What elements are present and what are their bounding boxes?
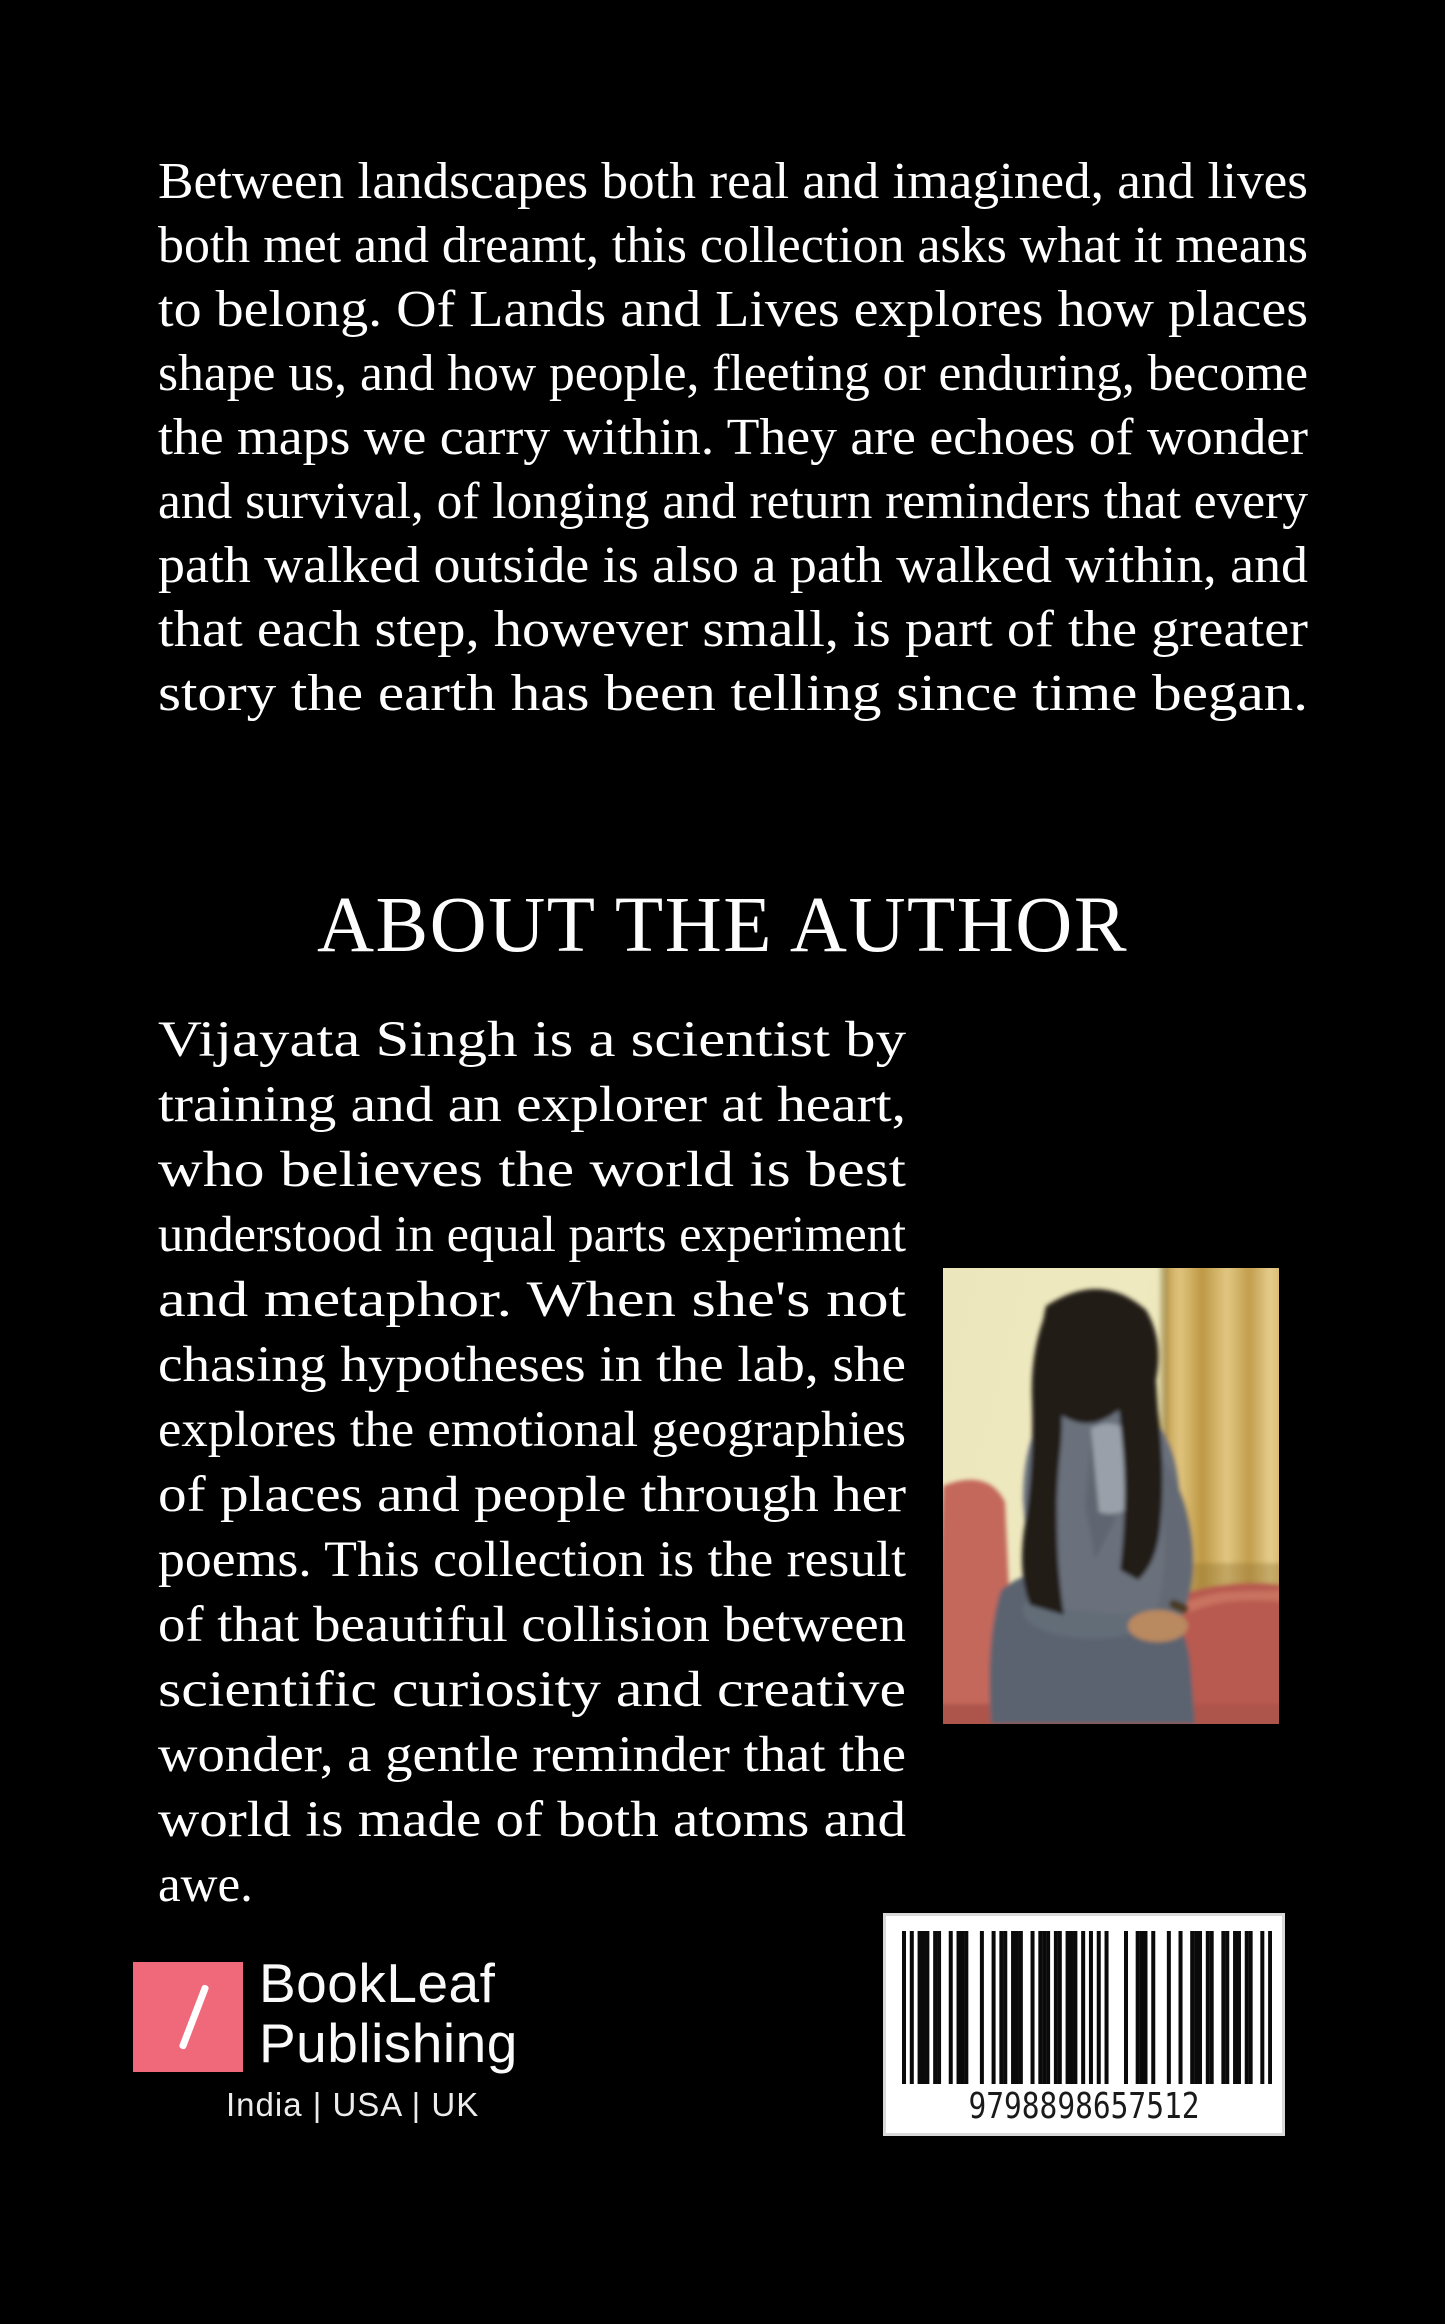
author-photo [943,1268,1279,1724]
bio-line [158,1139,906,1204]
description-line [158,279,1308,343]
svg-text:who believes the world is best: who believes the world is best [158,1142,906,1198]
bio-line [158,1594,906,1659]
svg-text:training and an explorer at he: training and an explorer at heart, [158,1077,906,1133]
publisher-name-line1: BookLeaf [259,1952,496,2014]
author-bio [158,1009,906,1919]
svg-text:story the earth has been telli: story the earth has been telling since time began. [158,665,1308,722]
description-line [158,535,1308,599]
about-the-author-heading: ABOUT THE AUTHOR [316,882,1129,969]
svg-text:shape us, and how people, flee: shape us, and how people, fleeting or enduring, become [158,345,1308,402]
svg-text:to belong. Of Lands and Lives: to belong. Of Lands and Lives explores how places [158,281,1309,338]
svg-text:and metaphor. When she's not: and metaphor. When she's not [158,1272,906,1328]
bio-line [158,1854,906,1919]
svg-text:the maps we carry within. They: the maps we carry within. They are echoes of wonder [158,409,1308,466]
svg-text:Between landscapes both real a: Between landscapes both real and imagined, and lives [158,153,1308,210]
description-line [158,599,1308,663]
svg-text:both met and dreamt, this coll: both met and dreamt, this collection asks what it means [158,217,1308,274]
description-line [158,343,1308,407]
svg-text:path walked outside is also a: path walked outside is also a path walked within, and [158,537,1308,594]
slash-icon [178,1984,209,2050]
description-line [158,215,1308,279]
barcode-number: 9798898657512 [968,2086,1200,2127]
bio-line [158,1204,906,1269]
bio-line [158,1009,906,1074]
publisher-logo-mark [133,1962,243,2072]
bio-line [158,1399,906,1464]
svg-text:Vijayata Singh is a scientist: Vijayata Singh is a scientist by [158,1012,907,1068]
bio-line [158,1269,906,1334]
svg-text:understood in equal parts expe: understood in equal parts experiment [158,1207,906,1263]
barcode [883,1913,1285,2136]
bio-line [158,1789,906,1854]
bio-line [158,1074,906,1139]
bio-line [158,1529,906,1594]
publisher-name [259,1953,518,2073]
svg-text:wonder, a gentle reminder that: wonder, a gentle reminder that the [158,1727,906,1783]
bio-line [158,1334,906,1399]
svg-text:scientific curiosity and creat: scientific curiosity and creative [158,1662,906,1718]
book-description [158,151,1308,727]
svg-text:explores the emotional geograp: explores the emotional geographies [158,1402,906,1458]
bio-line [158,1724,906,1789]
svg-text:that each step, however small,: that each step, however small, is part of the greater [158,601,1308,658]
publisher-regions: India | USA | UK [226,2086,480,2123]
publisher-name-line2: Publishing [259,2012,518,2074]
description-line [158,663,1308,727]
svg-text:and survival, of longing and r: and survival, of longing and return reminders that every [158,473,1308,530]
svg-text:awe.: awe. [158,1857,253,1913]
svg-text:of places and people through h: of places and people through her [158,1467,907,1523]
svg-text:chasing hypotheses in the lab,: chasing hypotheses in the lab, she [158,1337,907,1393]
svg-text:of that beautiful collision be: of that beautiful collision between [158,1597,906,1653]
description-line [158,151,1308,215]
description-line [158,471,1308,535]
description-line [158,407,1308,471]
bio-line [158,1659,906,1724]
svg-text:world is made of both atoms an: world is made of both atoms and [158,1792,906,1848]
barcode-bars [902,1931,1272,2084]
bio-line [158,1464,906,1529]
svg-text:poems. This collection is the: poems. This collection is the result [158,1532,906,1588]
